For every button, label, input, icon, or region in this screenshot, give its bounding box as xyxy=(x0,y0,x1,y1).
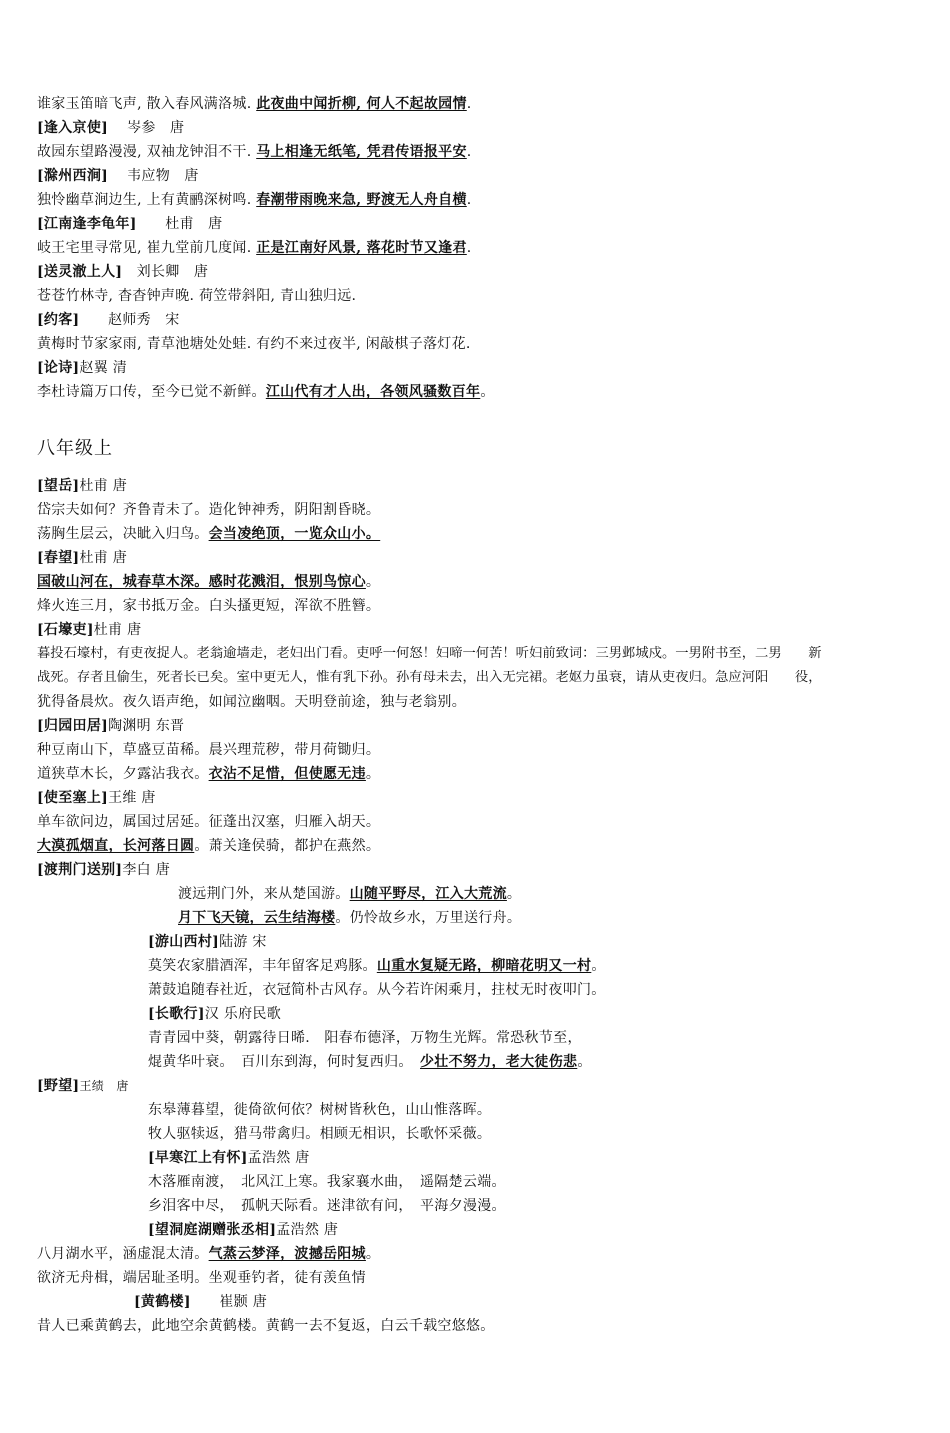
section-title: 八年级上 xyxy=(37,438,113,459)
poem-heading xyxy=(37,789,156,807)
poem-title: [野望] xyxy=(37,1078,80,1094)
poem-line: 萧鼓追随春社近，衣冠简朴古风存。从今若许闲乘月，拄杖无时夜叩门。 xyxy=(148,982,606,998)
poem-line: 烽火连三月，家书抵万金。白头搔更短，浑欲不胜簪。 xyxy=(37,598,381,614)
poem-author: 王绩 唐 xyxy=(79,1079,129,1093)
poem-author: 杜甫 唐 xyxy=(79,478,128,494)
poem-title: [石壕吏] xyxy=(37,622,94,638)
poem-line xyxy=(37,1245,380,1263)
poem-line xyxy=(37,191,472,209)
poem-line: 木落雁南渡， 北风江上寒。我家襄水曲， 遥隔楚云端。 xyxy=(148,1174,506,1190)
poem-heading xyxy=(37,1077,129,1095)
poem-heading xyxy=(37,215,222,233)
highlighted-verse: 国破山河在，城春草木深。感时花溅泪，恨别鸟惊心 xyxy=(37,574,366,590)
poem-text: 莫笑农家腊酒浑，丰年留客足鸡豚。 xyxy=(148,958,377,974)
highlighted-verse: 气蒸云梦泽，波撼岳阳城 xyxy=(208,1246,366,1262)
highlighted-verse: 大漠孤烟直，长河落日圆 xyxy=(37,838,195,854)
poem-line xyxy=(37,143,472,161)
poem-author: 韦应物 唐 xyxy=(127,168,199,184)
poem-heading xyxy=(148,1221,338,1239)
poem-line: 黄梅时节家家雨, 青草池塘处处蛙. 有约不来过夜半, 闲敲棋子落灯花. xyxy=(37,336,471,352)
poem-heading xyxy=(37,861,170,879)
poem-line: 苍苍竹林寺, 杳杳钟声晚. 荷笠带斜阳, 青山独归远. xyxy=(37,288,357,304)
poem-text: 八月湖水平，涵虚混太清。 xyxy=(37,1246,209,1262)
poem-line xyxy=(178,885,521,903)
poem-heading xyxy=(37,119,184,137)
poem-title: [使至塞上] xyxy=(37,790,109,806)
highlighted-verse: 春潮带雨晚来急, 野渡无人舟自横 xyxy=(256,192,467,208)
poem-line xyxy=(148,1053,592,1071)
poem-author: 孟浩然 唐 xyxy=(276,1222,339,1238)
poem-heading xyxy=(37,311,180,329)
punctuation: 。 xyxy=(480,384,495,400)
poem-heading xyxy=(148,1005,281,1023)
poem-author: 赵翼 清 xyxy=(79,360,128,376)
poem-text: 渡远荆门外，来从楚国游。 xyxy=(178,886,350,902)
poem-author: 陆游 宋 xyxy=(219,934,267,950)
poem-author: 孟浩然 唐 xyxy=(247,1150,310,1166)
poem-title: [早寒江上有怀] xyxy=(148,1150,248,1166)
poem-heading xyxy=(37,167,199,185)
highlighted-verse: 山重水复疑无路，柳暗花明又一村 xyxy=(376,958,592,974)
poem-text: 李杜诗篇万口传，至今已觉不新鲜。 xyxy=(37,384,266,400)
punctuation: 。 xyxy=(365,766,381,782)
poem-author: 杜甫 唐 xyxy=(93,622,142,638)
highlighted-verse: 马上相逢无纸笔, 凭君传语报平安 xyxy=(256,144,467,160)
poem-text: 荡胸生层云，决眦入归鸟。 xyxy=(37,526,209,542)
highlighted-verse: 少壮不努力，老大徒伤悲 xyxy=(420,1054,578,1070)
poem-author: 杜甫 唐 xyxy=(165,216,223,232)
highlighted-verse: 月下飞天镜，云生结海楼 xyxy=(178,910,336,926)
highlighted-verse: 正是江南好风景, 落花时节又逢君 xyxy=(256,240,467,256)
poem-line xyxy=(148,957,606,975)
poem-line: 青青园中葵，朝露待日晞. 阳春布德泽，万物生光辉。常恐秋节至， xyxy=(148,1030,582,1046)
poem-text: 焜黄华叶衰。 百川东到海，何时复西归。 xyxy=(148,1054,420,1070)
poem-author: 岑参 唐 xyxy=(127,120,185,136)
poem-author: 李白 唐 xyxy=(122,862,171,878)
poem-heading xyxy=(148,933,267,951)
highlighted-verse: 山随平野尽，江入大荒流 xyxy=(349,886,507,902)
poem-heading xyxy=(37,263,208,281)
poem-line: 单车欲问边，属国过居延。征蓬出汉塞，归雁入胡天。 xyxy=(37,814,381,830)
poem-title: [论诗] xyxy=(37,360,80,376)
poem-line: 昔人已乘黄鹤去，此地空余黄鹤楼。黄鹤一去不复返，白云千载空悠悠。 xyxy=(37,1318,495,1334)
poem-title: [黄鹤楼] xyxy=(134,1294,191,1310)
poem-title: [望洞庭湖赠张丞相] xyxy=(148,1222,277,1238)
punctuation: 。 xyxy=(365,574,381,590)
poem-heading xyxy=(148,1149,310,1167)
poem-line xyxy=(37,383,495,401)
poem-title: [送灵澈上人] xyxy=(37,264,123,280)
poem-line xyxy=(37,95,472,113)
poem-text: 故园东望路漫漫, 双袖龙钟泪不干. xyxy=(37,144,257,160)
poem-author: 杜甫 唐 xyxy=(79,550,128,566)
poem-text: 岐王宅里寻常见, 崔九堂前几度闻. xyxy=(37,240,257,256)
poem-line: 乡泪客中尽， 孤帆天际看。迷津欲有问， 平海夕漫漫。 xyxy=(148,1198,506,1214)
highlighted-verse: 此夜曲中闻折柳, 何人不起故园情 xyxy=(256,96,467,112)
poem-line: 暮投石壕村，有吏夜捉人。老翁逾墙走，老妇出门看。吏呼一何怒！妇啼一何苦！听妇前致词：三男邺城戍。一男附书至，二男 新 xyxy=(37,646,822,661)
poem-author: 赵师秀 宋 xyxy=(108,312,180,328)
highlighted-verse: 会当凌绝顶，一览众山小。 xyxy=(208,526,381,542)
poem-heading xyxy=(37,359,127,377)
poem-line xyxy=(37,573,380,591)
poem-title: [春望] xyxy=(37,550,80,566)
poem-title: [长歌行] xyxy=(148,1006,205,1022)
poem-line: 岱宗夫如何？齐鲁青未了。造化钟神秀，阴阳割昏晓。 xyxy=(37,502,381,518)
poem-text: 。仍怜故乡水，万里送行舟。 xyxy=(335,910,522,926)
poem-text: 。萧关逢侯骑，都护在燕然。 xyxy=(194,838,381,854)
poem-heading xyxy=(37,717,184,735)
poem-title: [江南逢李龟年] xyxy=(37,216,137,232)
punctuation: 。 xyxy=(591,958,606,974)
punctuation: . xyxy=(466,192,472,208)
poem-text: 道狭草木长，夕露沾我衣。 xyxy=(37,766,209,782)
punctuation: . xyxy=(466,144,472,160)
poem-author: 陶渊明 东晋 xyxy=(108,718,185,734)
poem-title: [望岳] xyxy=(37,478,80,494)
poem-line: 战死。存者且偷生，死者长已矣。室中更无人，惟有乳下孙。孙有母未去，出入无完裙。老妪力虽衰，请从吏夜归。急应河阳 役， xyxy=(37,670,822,685)
punctuation: . xyxy=(466,96,472,112)
poem-title: [滁州西涧] xyxy=(37,168,109,184)
poem-heading xyxy=(134,1293,267,1311)
highlighted-verse: 江山代有才人出，各领风骚数百年 xyxy=(265,384,481,400)
poem-text: 谁家玉笛暗飞声, 散入春风满洛城. xyxy=(37,96,257,112)
poem-title: [逢入京使] xyxy=(37,120,109,136)
poem-line xyxy=(37,239,472,257)
poem-author: 崔颢 唐 xyxy=(219,1294,268,1310)
poem-title: [约客] xyxy=(37,312,80,328)
poem-line: 牧人驱犊返，猎马带禽归。相顾无相识，长歌怀采薇。 xyxy=(148,1126,492,1142)
poem-line: 欲济无舟楫，端居耻圣明。坐观垂钓者，徒有羡鱼情 xyxy=(37,1270,366,1286)
poem-author: 刘长卿 唐 xyxy=(136,264,209,280)
poem-title: [游山西村] xyxy=(148,934,220,950)
poem-line: 种豆南山下，草盛豆苗稀。晨兴理荒秽，带月荷锄归。 xyxy=(37,742,381,758)
punctuation: 。 xyxy=(365,1246,381,1262)
poem-heading xyxy=(37,477,127,495)
punctuation: 。 xyxy=(506,886,522,902)
poem-heading xyxy=(37,621,141,639)
poem-author: 王维 唐 xyxy=(108,790,156,806)
poem-text: 独怜幽草涧边生, 上有黄鹂深树鸣. xyxy=(37,192,257,208)
punctuation: . xyxy=(466,240,472,256)
poem-line xyxy=(37,765,380,783)
highlighted-verse: 衣沾不足惜，但使愿无违 xyxy=(208,766,366,782)
punctuation: 。 xyxy=(577,1054,592,1070)
poem-line: 犹得备晨炊。夜久语声绝，如闻泣幽咽。天明登前途，独与老翁别。 xyxy=(37,694,466,710)
poem-line xyxy=(178,909,521,927)
poem-title: [归园田居] xyxy=(37,718,109,734)
poem-line xyxy=(37,525,380,543)
poem-author: 汉 乐府民歌 xyxy=(204,1006,281,1022)
poem-title: [渡荆门送别] xyxy=(37,862,123,878)
poem-line xyxy=(37,837,380,855)
poem-heading xyxy=(37,549,127,567)
poem-line: 东皋薄暮望，徙倚欲何依？树树皆秋色，山山惟落晖。 xyxy=(148,1102,492,1118)
